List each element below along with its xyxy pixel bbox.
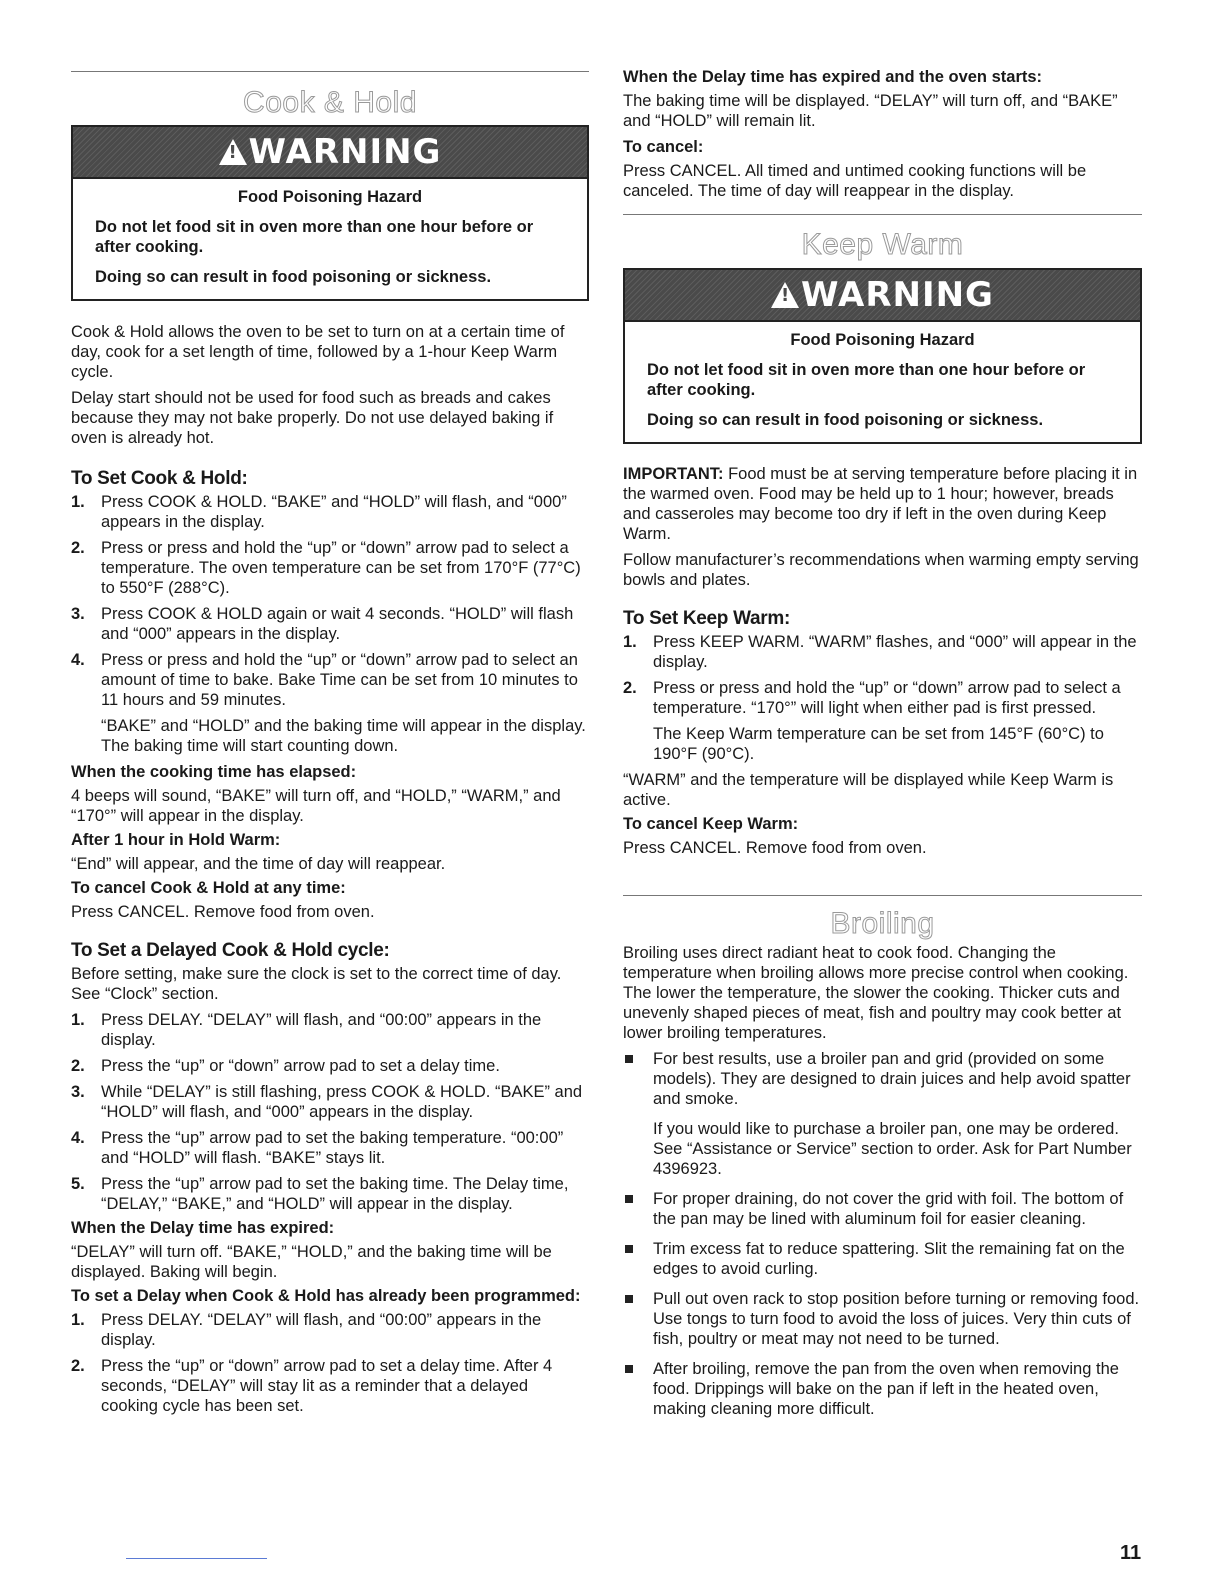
set-cook-hold-heading: To Set Cook & Hold: <box>71 468 248 489</box>
page-number: 11 <box>1120 1542 1142 1564</box>
important-paragraph: IMPORTANT: Food must be at serving temperature before placing it in the warmed oven. Food may be held up to 1 hour; however, breads and casseroles may become too dry if left in the oven during Keep Warm. <box>623 465 1138 543</box>
list-item: 2. Press or press and hold the “up” or “down” arrow pad to select a temperature. “170°” will light when either pad is first pressed. The Keep Warm temperature can be set from 145°F (60°C) to 190°F (90°C). <box>623 679 1121 763</box>
subheading: When the Delay time has expired and the oven starts: <box>623 68 1043 86</box>
list-item: 1. Press DELAY. “DELAY” will flash, and “00:00” appears in the display. <box>71 1311 542 1349</box>
paragraph: Press CANCEL. All timed and untimed cooking functions will be canceled. The time of day will reappear in the display. <box>623 162 1087 200</box>
set-keep-warm-heading: To Set Keep Warm: <box>623 608 790 629</box>
warning-line: Do not let food sit in oven more than one hour before or after cooking. <box>647 361 1086 399</box>
list-item: 4. Press the “up” arrow pad to set the baking temperature. “00:00” and “HOLD” will flash. “BAKE” stays lit. <box>71 1129 564 1167</box>
list-item: 3. While “DELAY” is still flashing, press COOK & HOLD. “BAKE” and “HOLD” will flash, and “000” appears in the display. <box>71 1083 583 1121</box>
list-item: 2. Press the “up” or “down” arrow pad to set a delay time. <box>71 1057 500 1075</box>
paragraph: Press CANCEL. Remove food from oven. <box>623 839 927 857</box>
list-item: 3. Press COOK & HOLD again or wait 4 seconds. “HOLD” will flash and “000” appears in the display. <box>71 605 574 643</box>
bullet-square-icon <box>625 1365 633 1373</box>
keep-warm-title: Keep Warm <box>801 228 964 261</box>
subheading: To set a Delay when Cook & Hold has already been programmed: <box>71 1287 581 1305</box>
important-label: IMPORTANT: <box>623 465 724 483</box>
paragraph: “End” will appear, and the time of day will reappear. <box>71 855 446 873</box>
subheading: When the cooking time has elapsed: <box>71 763 357 781</box>
subheading: When the Delay time has expired: <box>71 1219 335 1237</box>
list-item: 2. Press the “up” or “down” arrow pad to set a delay time. After 4 seconds, “DELAY” will stay lit as a reminder that a delayed cooking cycle has been set. <box>71 1357 553 1415</box>
list-item: For proper draining, do not cover the grid with foil. The bottom of the pan may be lined with aluminum foil for easier cleaning. <box>623 1189 1142 1229</box>
list-item: 1. Press COOK & HOLD. “BAKE” and “HOLD” will flash, and “000” appears in the display. <box>71 493 567 531</box>
section-rule <box>71 71 589 72</box>
subheading: After 1 hour in Hold Warm: <box>71 831 281 849</box>
warning-line: Do not let food sit in oven more than one hour before or after cooking. <box>95 218 534 256</box>
programmed-steps <box>71 1310 589 1416</box>
bullet-square-icon <box>625 1295 633 1303</box>
paragraph: 4 beeps will sound, “BAKE” will turn off, and “HOLD,” “WARM,” and “170°” will appear in the display. <box>71 787 561 825</box>
hazard-title: Food Poisoning Hazard <box>790 331 975 349</box>
footer-line <box>126 1558 267 1559</box>
warning-banner <box>625 270 1140 322</box>
list-item: 4. Press or press and hold the “up” or “down” arrow pad to select an amount of time to bake. Bake Time can be set from 10 minutes to 11 hours and 59 minutes. “BAKE” and “HOLD” and the baking time will appear in the display. The baking time will start counting down. <box>71 651 586 755</box>
cook-hold-title: Cook & Hold <box>243 86 417 119</box>
warning-word: WARNING <box>801 275 994 315</box>
broiling-title: Broiling <box>830 907 935 940</box>
hazard-title: Food Poisoning Hazard <box>237 188 423 206</box>
paragraph: “WARM” and the temperature will be displayed while Keep Warm is active. <box>623 771 1114 809</box>
paragraph: “DELAY” will turn off. “BAKE,” “HOLD,” and the baking time will be displayed. Baking will begin. <box>71 1243 552 1281</box>
subheading: To cancel Keep Warm: <box>623 815 799 833</box>
list-item: 5. Press the “up” arrow pad to set the baking time. The Delay time, “DELAY,” “BAKE,” and “HOLD” will appear in the display. <box>71 1175 569 1213</box>
warning-box <box>623 268 1142 444</box>
broiling-intro: Broiling uses direct radiant heat to cook food. Changing the temperature when broiling allows more precise control when cooking. The lower the temperature, the slower the cooking. Thicker cuts and unevenly shaped pieces of meat, fish and poultry may cook better at lower broiling temperatures. <box>623 944 1129 1042</box>
paragraph: Before setting, make sure the clock is set to the correct time of day. See “Clock” section. <box>71 965 562 1003</box>
delay-steps <box>71 1010 589 1214</box>
paragraph: The baking time will be displayed. “DELAY” will turn off, and “BAKE” and “HOLD” will remain lit. <box>623 92 1118 130</box>
list-item: 1. Press KEEP WARM. “WARM” flashes, and “000” will appear in the display. <box>623 633 1137 671</box>
delayed-cook-hold-heading: To Set a Delayed Cook & Hold cycle: <box>71 940 390 961</box>
warning-banner <box>73 127 587 179</box>
intro-paragraph: Delay start should not be used for food such as breads and cakes because they may not bake properly. Do not use delayed baking if oven is already hot. <box>71 389 554 447</box>
bullet-square-icon <box>625 1055 633 1063</box>
list-item: For best results, use a broiler pan and grid (provided on some models). They are designed to drain juices and help avoid spatter and smoke. If you would like to purchase a broiler pan, one may be ordered. See “Assistance or Service” section to order. Ask for Part Number 4396923. <box>623 1049 1142 1179</box>
intro-paragraph: Cook & Hold allows the oven to be set to turn on at a certain time of day, cook for a set length of time, followed by a 1-hour Keep Warm cycle. <box>71 323 565 381</box>
keep-warm-steps <box>623 632 1142 764</box>
list-item: 2. Press or press and hold the “up” or “down” arrow pad to select a temperature. The oven temperature can be set from 170°F (77°C) to 550°F (288°C). <box>71 539 581 597</box>
warning-line: Doing so can result in food poisoning or sickness. <box>95 268 492 286</box>
list-item: Pull out oven rack to stop position before turning or removing food. Use tongs to turn food to avoid the loss of juices. Very thin cuts of fish, poultry or meat may not need to be turned. <box>623 1289 1142 1349</box>
list-item: After broiling, remove the pan from the oven when removing the food. Drippings will bake on the pan if left in the heated oven, making cleaning more difficult. <box>623 1359 1142 1419</box>
bullet-square-icon <box>625 1195 633 1203</box>
broiling-bullets <box>623 1049 1142 1419</box>
paragraph: Follow manufacturer’s recommendations when warming empty serving bowls and plates. <box>623 551 1139 589</box>
bullet-square-icon <box>625 1245 633 1253</box>
warning-triangle-icon <box>771 282 799 308</box>
list-item: 1. Press DELAY. “DELAY” will flash, and “00:00” appears in the display. <box>71 1011 542 1049</box>
subheading: To cancel Cook & Hold at any time: <box>71 879 346 897</box>
subheading: To cancel: <box>623 138 704 156</box>
list-item: Trim excess fat to reduce spattering. Slit the remaining fat on the edges to avoid curling. <box>623 1239 1142 1279</box>
paragraph: Press CANCEL. Remove food from oven. <box>71 903 375 921</box>
warning-line: Doing so can result in food poisoning or sickness. <box>647 411 1044 429</box>
set-cook-hold-steps <box>71 492 589 756</box>
section-rule <box>623 214 1142 215</box>
warning-triangle-icon <box>219 139 247 165</box>
warning-box <box>71 125 589 301</box>
warning-word: WARNING <box>248 132 442 172</box>
section-rule <box>623 895 1142 896</box>
